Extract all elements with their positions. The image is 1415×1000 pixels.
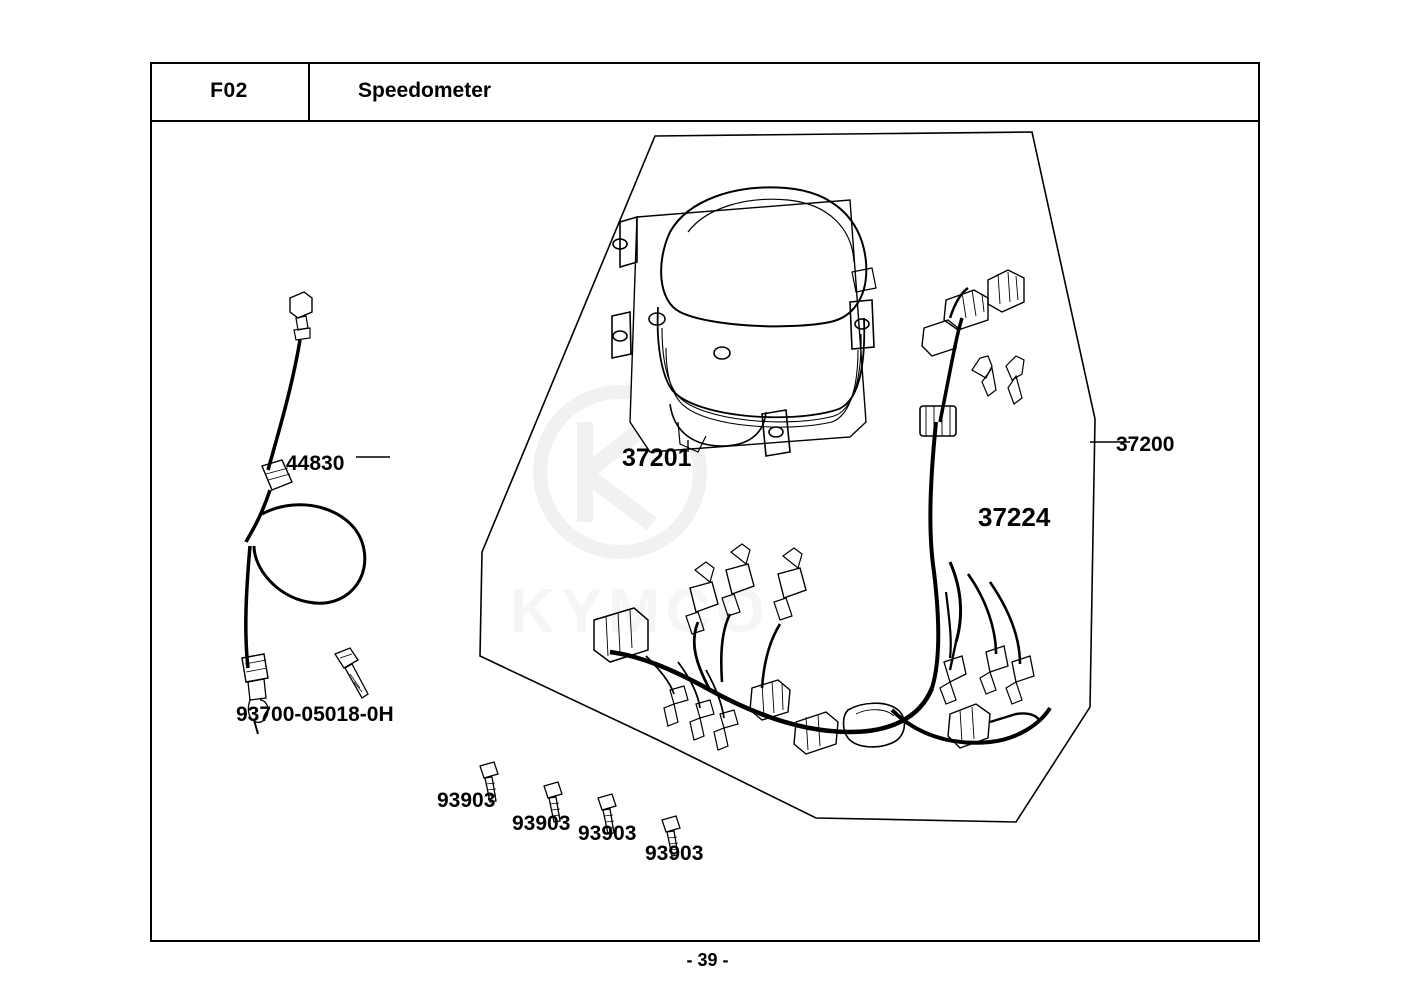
part-label-37224: 37224 bbox=[978, 502, 1051, 532]
part-label-93903-3: 93903 bbox=[578, 822, 637, 845]
part-label-93903-1: 93903 bbox=[437, 789, 496, 812]
part-label-93700: 93700-05018-0H bbox=[236, 703, 394, 726]
screw-93700 bbox=[335, 648, 368, 698]
title-bar bbox=[150, 62, 1260, 122]
part-label-93903-2: 93903 bbox=[512, 812, 571, 835]
section-code-cell bbox=[150, 62, 310, 120]
svg-text:KYMCO: KYMCO bbox=[510, 577, 771, 646]
part-label-44830: 44830 bbox=[286, 452, 345, 475]
part-label-93903-4: 93903 bbox=[645, 842, 704, 865]
part-label-37201: 37201 bbox=[622, 444, 692, 472]
section-code: F02 bbox=[210, 79, 248, 102]
speedometer-unit bbox=[612, 187, 876, 456]
page-number: - 39 - bbox=[686, 950, 729, 970]
section-title-cell bbox=[358, 62, 491, 120]
part-label-37200: 37200 bbox=[1116, 433, 1175, 456]
exploded-view-drawing bbox=[150, 122, 1260, 942]
page-title: Speedometer bbox=[358, 79, 492, 102]
